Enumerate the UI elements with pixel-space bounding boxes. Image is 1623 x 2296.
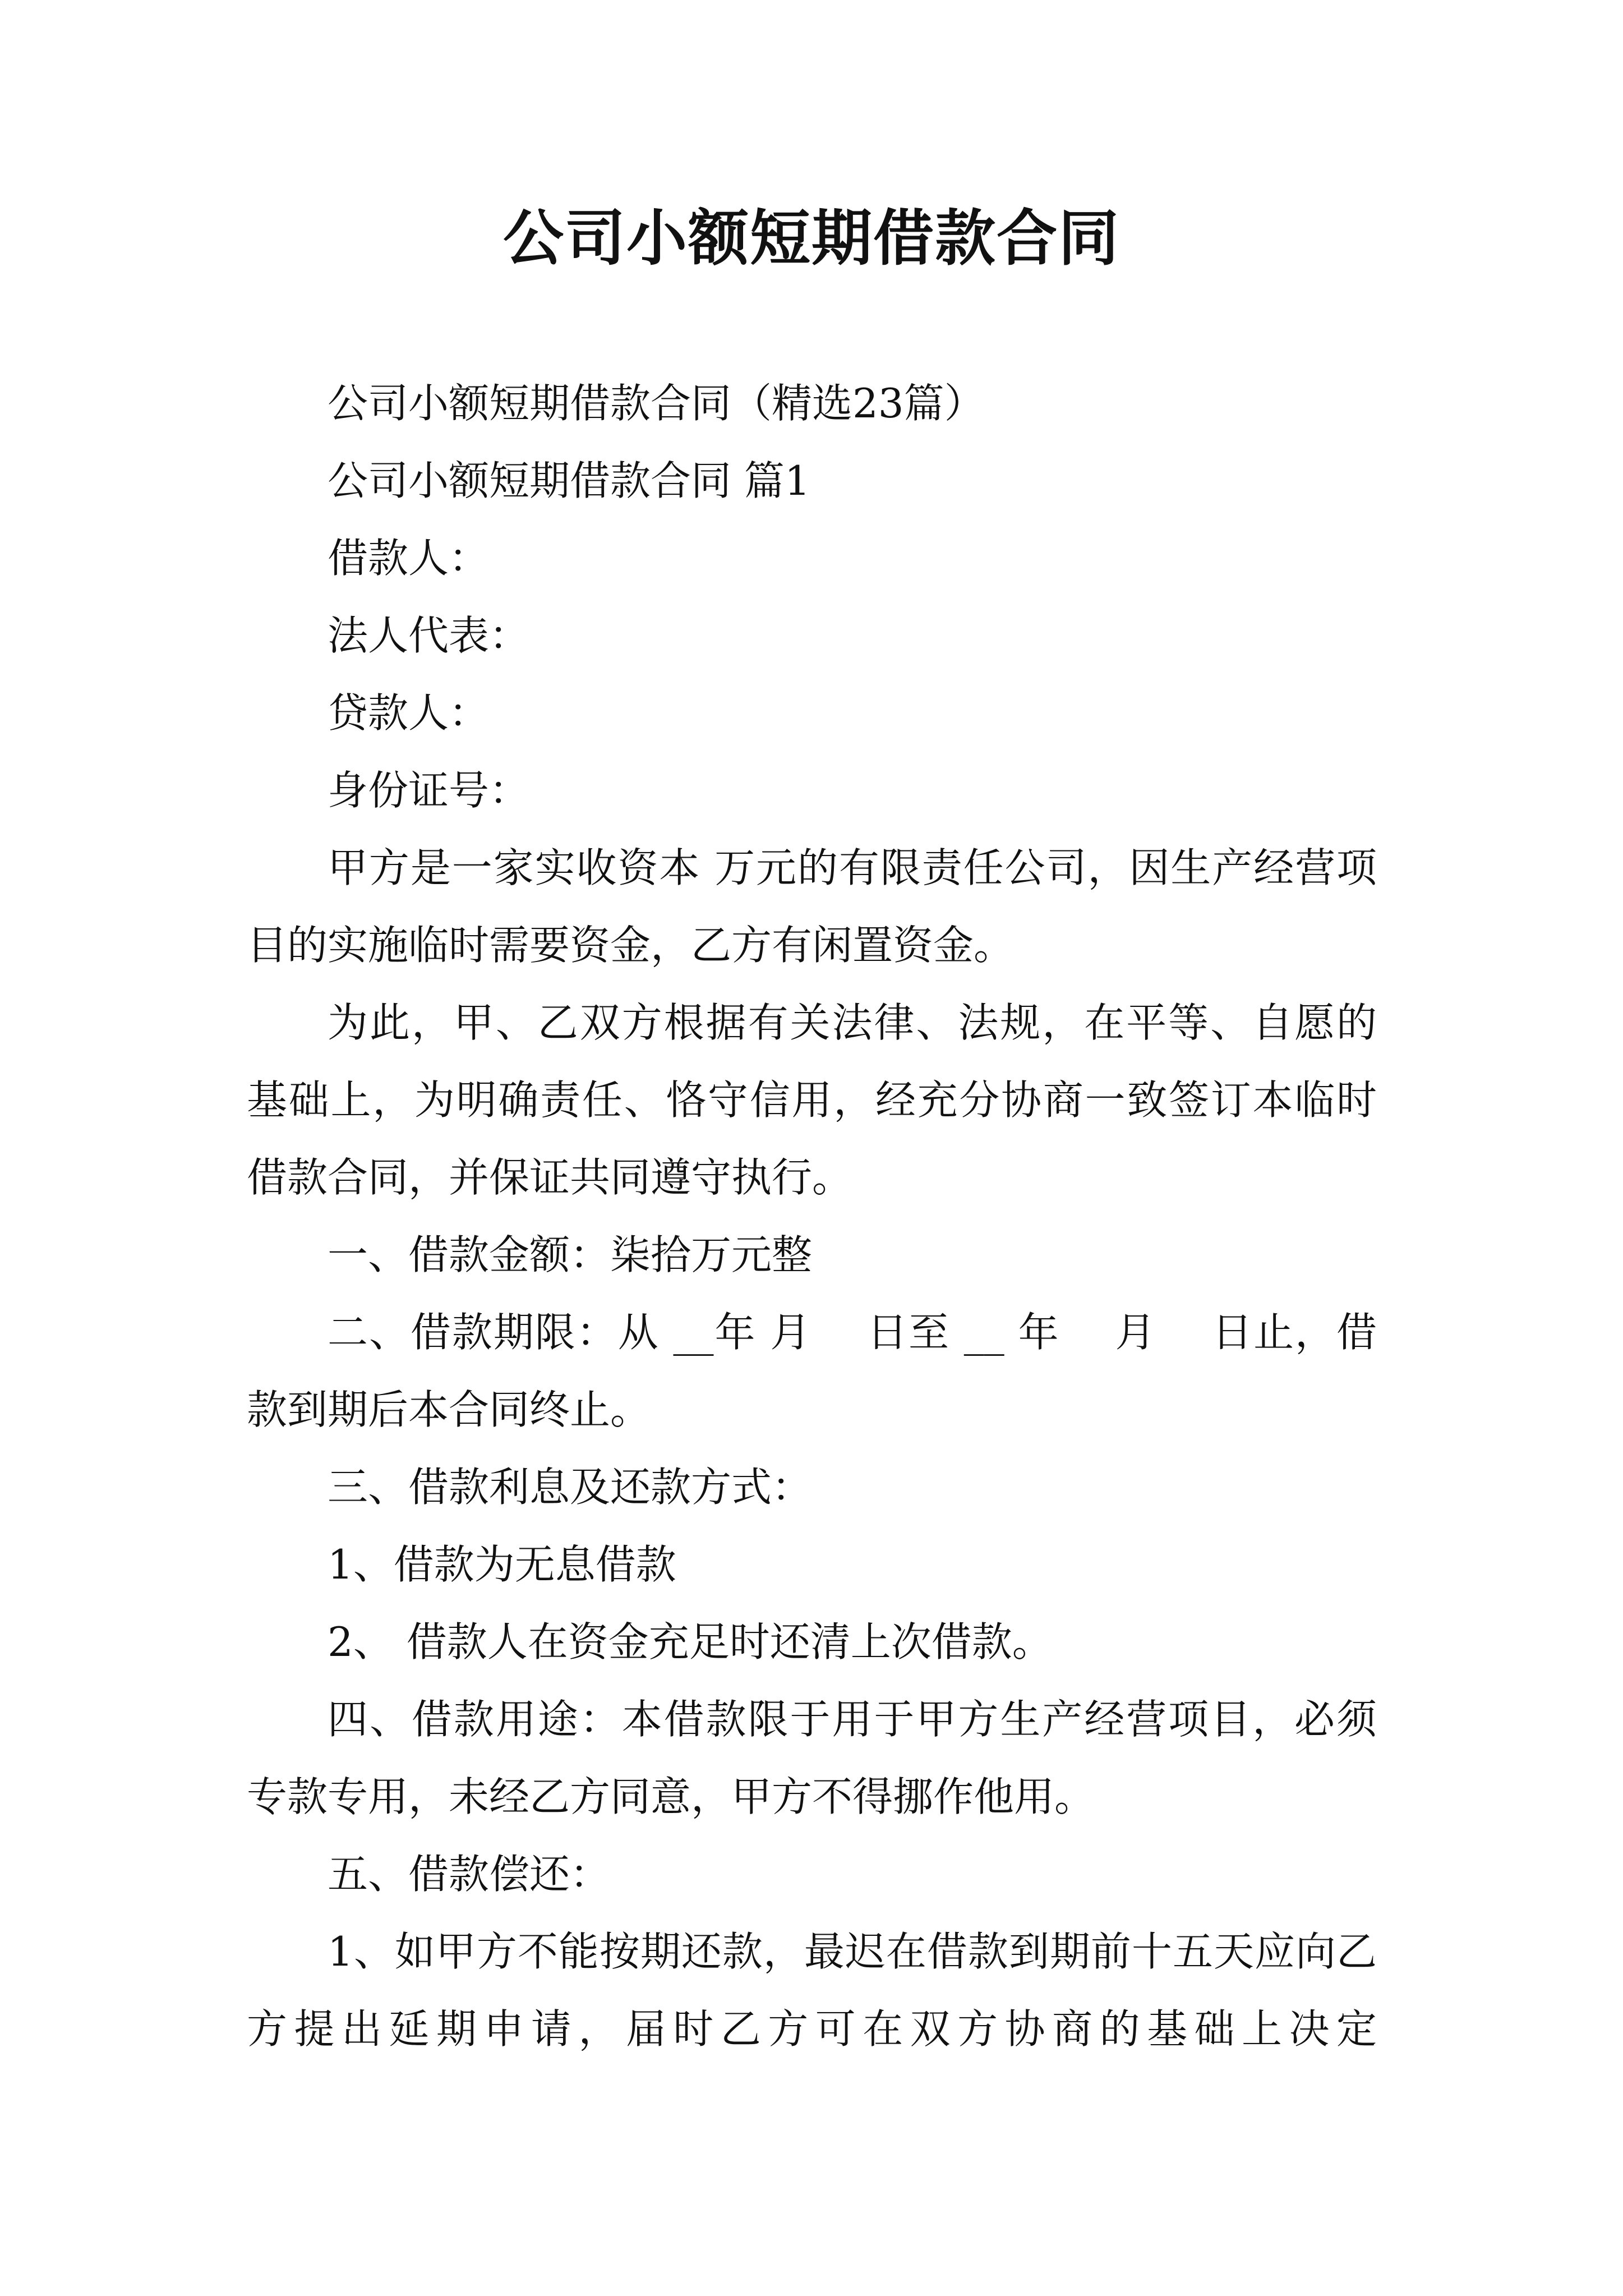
paragraph-id-number: 身份证号：: [328, 767, 530, 814]
paragraph-loan-term: 二、借款期限：从 __年 月 日至 __ 年 月 日止，借款到期后本合同终止。: [247, 1309, 1377, 1433]
document-title: 公司小额短期借款合同: [502, 203, 1120, 274]
paragraph-legal-representative: 法人代表：: [328, 612, 530, 659]
paragraph-section-heading: 公司小额短期借款合同 篇1: [328, 457, 810, 504]
paragraph-interest-item-1: 1、借款为无息借款: [328, 1541, 676, 1588]
paragraph-subtitle: 公司小额短期借款合同（精选23篇）: [328, 380, 985, 427]
paragraph-purpose-statement: 为此，甲、乙双方根据有关法律、法规，在平等、自愿的基础上，为明确责任、恪守信用，经充分协商一致签订本临时借款合同，并保证共同遵守执行。: [247, 999, 1377, 1201]
paragraph-repayment-item-1: 1、如甲方不能按期还款，最迟在借款到期前十五天应向乙方提出延期申请，届时乙方可在双方协商的基础上决定: [247, 1928, 1377, 2053]
document-body: [247, 365, 1377, 2068]
paragraph-repayment-heading: 五、借款偿还：: [328, 1851, 611, 1898]
paragraph-interest-item-2: 2、 借款人在资金充足时还清上次借款。: [328, 1618, 1053, 1665]
paragraph-loan-usage: 四、借款用途：本借款限于用于甲方生产经营项目，必须专款专用，未经乙方同意，甲方不得挪作他用。: [247, 1696, 1377, 1820]
paragraph-party-a-description: 甲方是一家实收资本 万元的有限责任公司，因生产经营项目的实施临时需要资金，乙方有闲置资金。: [247, 844, 1377, 969]
paragraph-loan-amount: 一、借款金额：柒拾万元整: [328, 1231, 813, 1278]
paragraph-borrower: 借款人：: [328, 535, 490, 582]
paragraph-lender: 贷款人：: [328, 689, 490, 737]
paragraph-interest-heading: 三、借款利息及还款方式：: [328, 1464, 813, 1511]
